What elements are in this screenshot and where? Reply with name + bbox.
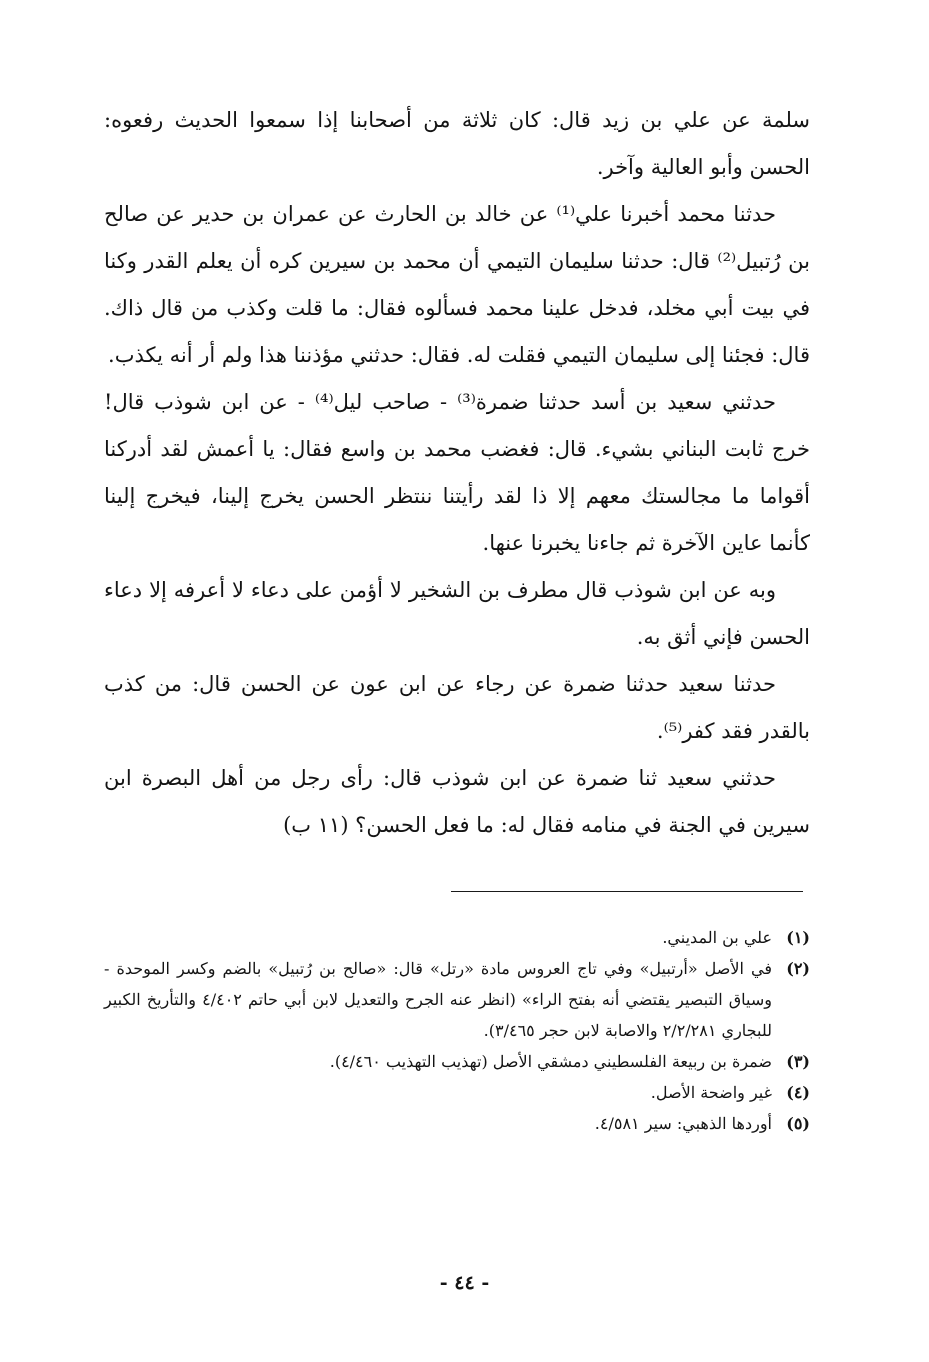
footnote-text: ضمرة بن ربيعة الفلسطيني دمشقي الأصل (تهذيب التهذيب ٤/٤٦٠). (329, 1052, 772, 1071)
footnote-text: غير واضحة الأصل. (650, 1083, 772, 1102)
paragraph-5: حدثنا سعيد حدثنا ضمرة عن رجاء عن ابن عون عن الحسن قال: من كذب بالقدر فقد كفر⁽⁵⁾. (104, 672, 810, 743)
page-number: - ٤٤ - (439, 1272, 490, 1294)
footnote-number: (٤) (786, 1083, 810, 1102)
footnote-separator (451, 891, 803, 892)
main-text (104, 97, 810, 849)
paragraph-6: حدثني سعيد ثنا ضمرة عن ابن شوذب قال: رأى رجل من أهل البصرة ابن سيرين في الجنة في منامه فقال له: ما فعل الحسن؟ (١١ ب) (104, 766, 810, 837)
footnote-number: (٢) (786, 959, 810, 978)
footnote-text: علي بن المديني. (662, 928, 772, 947)
footnote-4 (104, 1077, 810, 1108)
footnote-text: أوردها الذهبي: سير ٤/٥٨١. (594, 1114, 772, 1133)
footnote-number: (٣) (786, 1052, 810, 1071)
footnote-5 (104, 1108, 810, 1139)
footnote-2 (104, 953, 810, 1046)
paragraph-3: حدثني سعيد بن أسد حدثنا ضمرة⁽³⁾ - صاحب ليل⁽⁴⁾ - عن ابن شوذب قال! خرج ثابت البناني بشيء. قال: فغضب محمد بن واسع فقال: يا أعمش لقد أدركنا أقواما ما مجالستك معهم إلا ذا لقد رأيتنا ننتظر الحسن يخرج إلينا، فيخرج إلينا كأنما عاين الآخرة ثم جاءنا يخبرنا عنها. (104, 390, 810, 555)
footnote-1 (104, 922, 810, 953)
footnote-number: (٥) (786, 1114, 810, 1133)
footnote-3 (104, 1046, 810, 1077)
paragraph-2: حدثنا محمد أخبرنا علي⁽¹⁾ عن خالد بن الحارث عن عمران بن حدير عن صالح بن رُتبيل⁽²⁾ قال: حدثنا سليمان التيمي أن محمد بن سيرين كره أن يعلم القدر وكنا في بيت أبي مخلد، فدخل علينا محمد فسألوه فقال: ما قلت وكذب من قال ذاك. قال: فجئنا إلى سليمان التيمي فقلت له. فقال: حدثني مؤذننا هذا ولم أر أنه يكذب. (104, 202, 811, 367)
paragraph-4: وبه عن ابن شوذب قال مطرف بن الشخير لا أؤمن على دعاء لا أعرفه إلا دعاء الحسن فإني أثق به. (104, 578, 810, 649)
footnotes (104, 922, 810, 1139)
paragraph-1: سلمة عن علي بن زيد قال: كان ثلاثة من أصحابنا إذا سمعوا الحديث رفعوه: الحسن وأبو العالية وآخر. (104, 108, 810, 179)
footnote-text: في الأصل «أرتبيل» وفي تاج العروس مادة «رتل» قال: «صالح بن رُتبيل» بالضم وكسر الموحدة - وسياق التبصير يقتضي أنه بفتح الراء» (انظر عنه الجرح والتعديل لابن أبي حاتم ٤/٤٠٢ والتأريخ الكبير للبجاري ٢/٢/٢٨١ والاصابة لابن حجر ٣/٤٦٥). (104, 959, 773, 1040)
footnote-number: (١) (786, 928, 810, 947)
